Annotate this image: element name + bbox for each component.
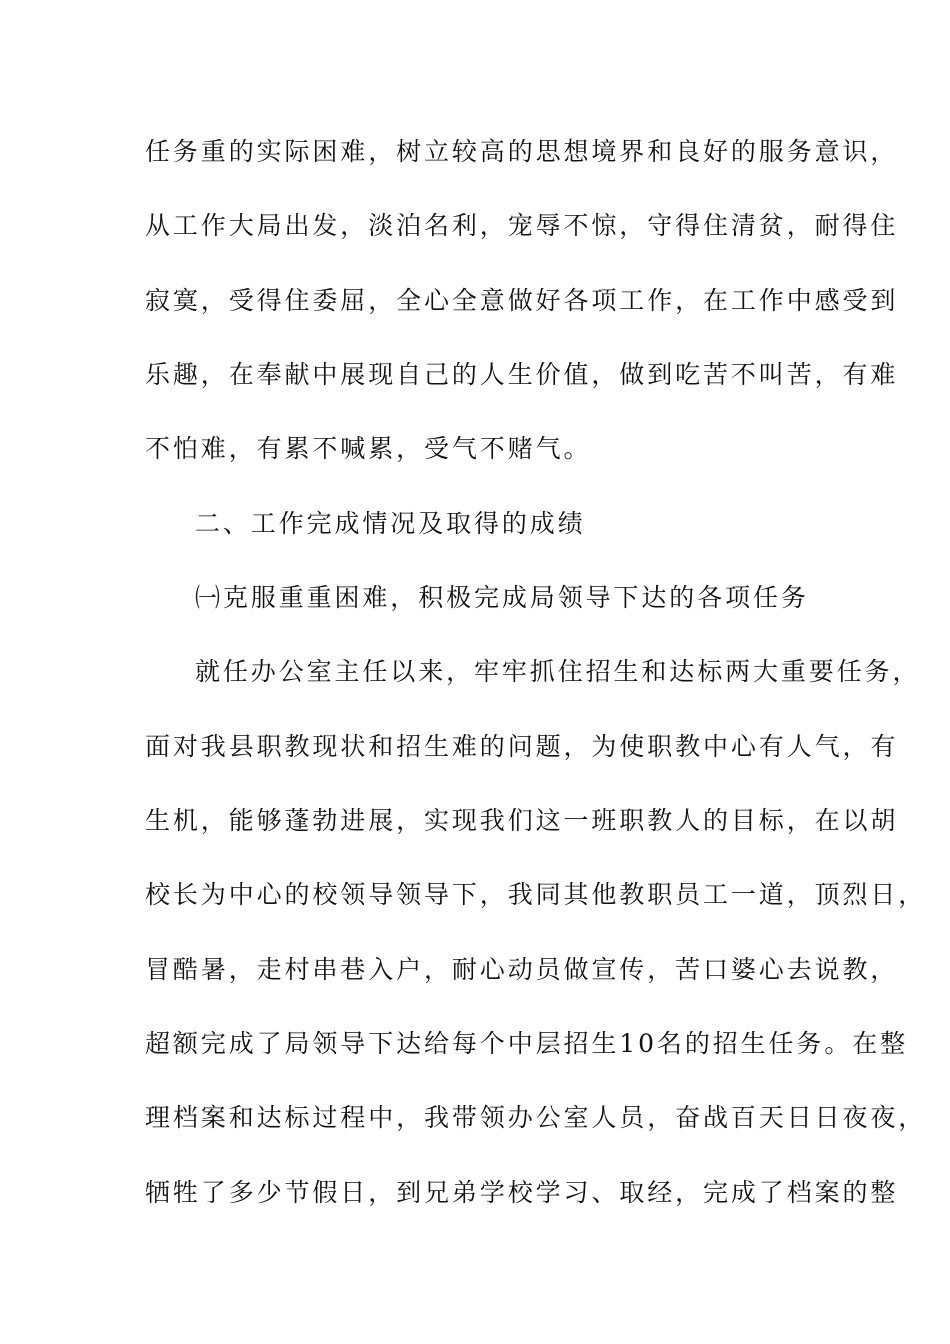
paragraph-line: 寂寞，受得住委屈，全心全意做好各项工作，在工作中感受到 [145, 286, 899, 315]
paragraph-line: 校长为中心的校领导领导下，我同其他教职员工一道，顶烈日， [145, 880, 927, 909]
paragraph-line: 超额完成了局领导下达给每个中层招生10名的招生任务。在整 [145, 1029, 909, 1058]
paragraph-line: 冒酷暑，走村串巷入户，耐心动员做宣传，苦口婆心去说教， [145, 955, 899, 984]
paragraph-line: 乐趣，在奉献中展现自己的人生价值，做到吃苦不叫苦，有难 [145, 360, 899, 389]
paragraph-line: 就任办公室主任以来，牢牢抓住招生和达标两大重要任务， [195, 657, 921, 686]
paragraph-line: 生机，能够蓬勃进展，实现我们这一班职教人的目标，在以胡 [145, 806, 899, 835]
subsection-heading: ㈠克服重重困难，积极完成局领导下达的各项任务 [195, 583, 809, 612]
paragraph-line: 不怕难，有累不喊累，受气不赌气。 [145, 434, 592, 463]
section-heading: 二、工作完成情况及取得的成绩 [195, 509, 586, 538]
paragraph-line: 理档案和达标过程中，我带领办公室人员，奋战百天日日夜夜， [145, 1103, 927, 1132]
paragraph-line: 任务重的实际困难，树立较高的思想境界和良好的服务意识， [145, 137, 899, 166]
paragraph-line: 从工作大局出发，淡泊名利，宠辱不惊，守得住清贫，耐得住 [145, 211, 899, 240]
paragraph-line: 面对我县职教现状和招生难的问题，为使职教中心有人气，有 [145, 732, 899, 761]
paragraph-line: 牺牲了多少节假日，到兄弟学校学习、取经，完成了档案的整 [145, 1178, 899, 1207]
